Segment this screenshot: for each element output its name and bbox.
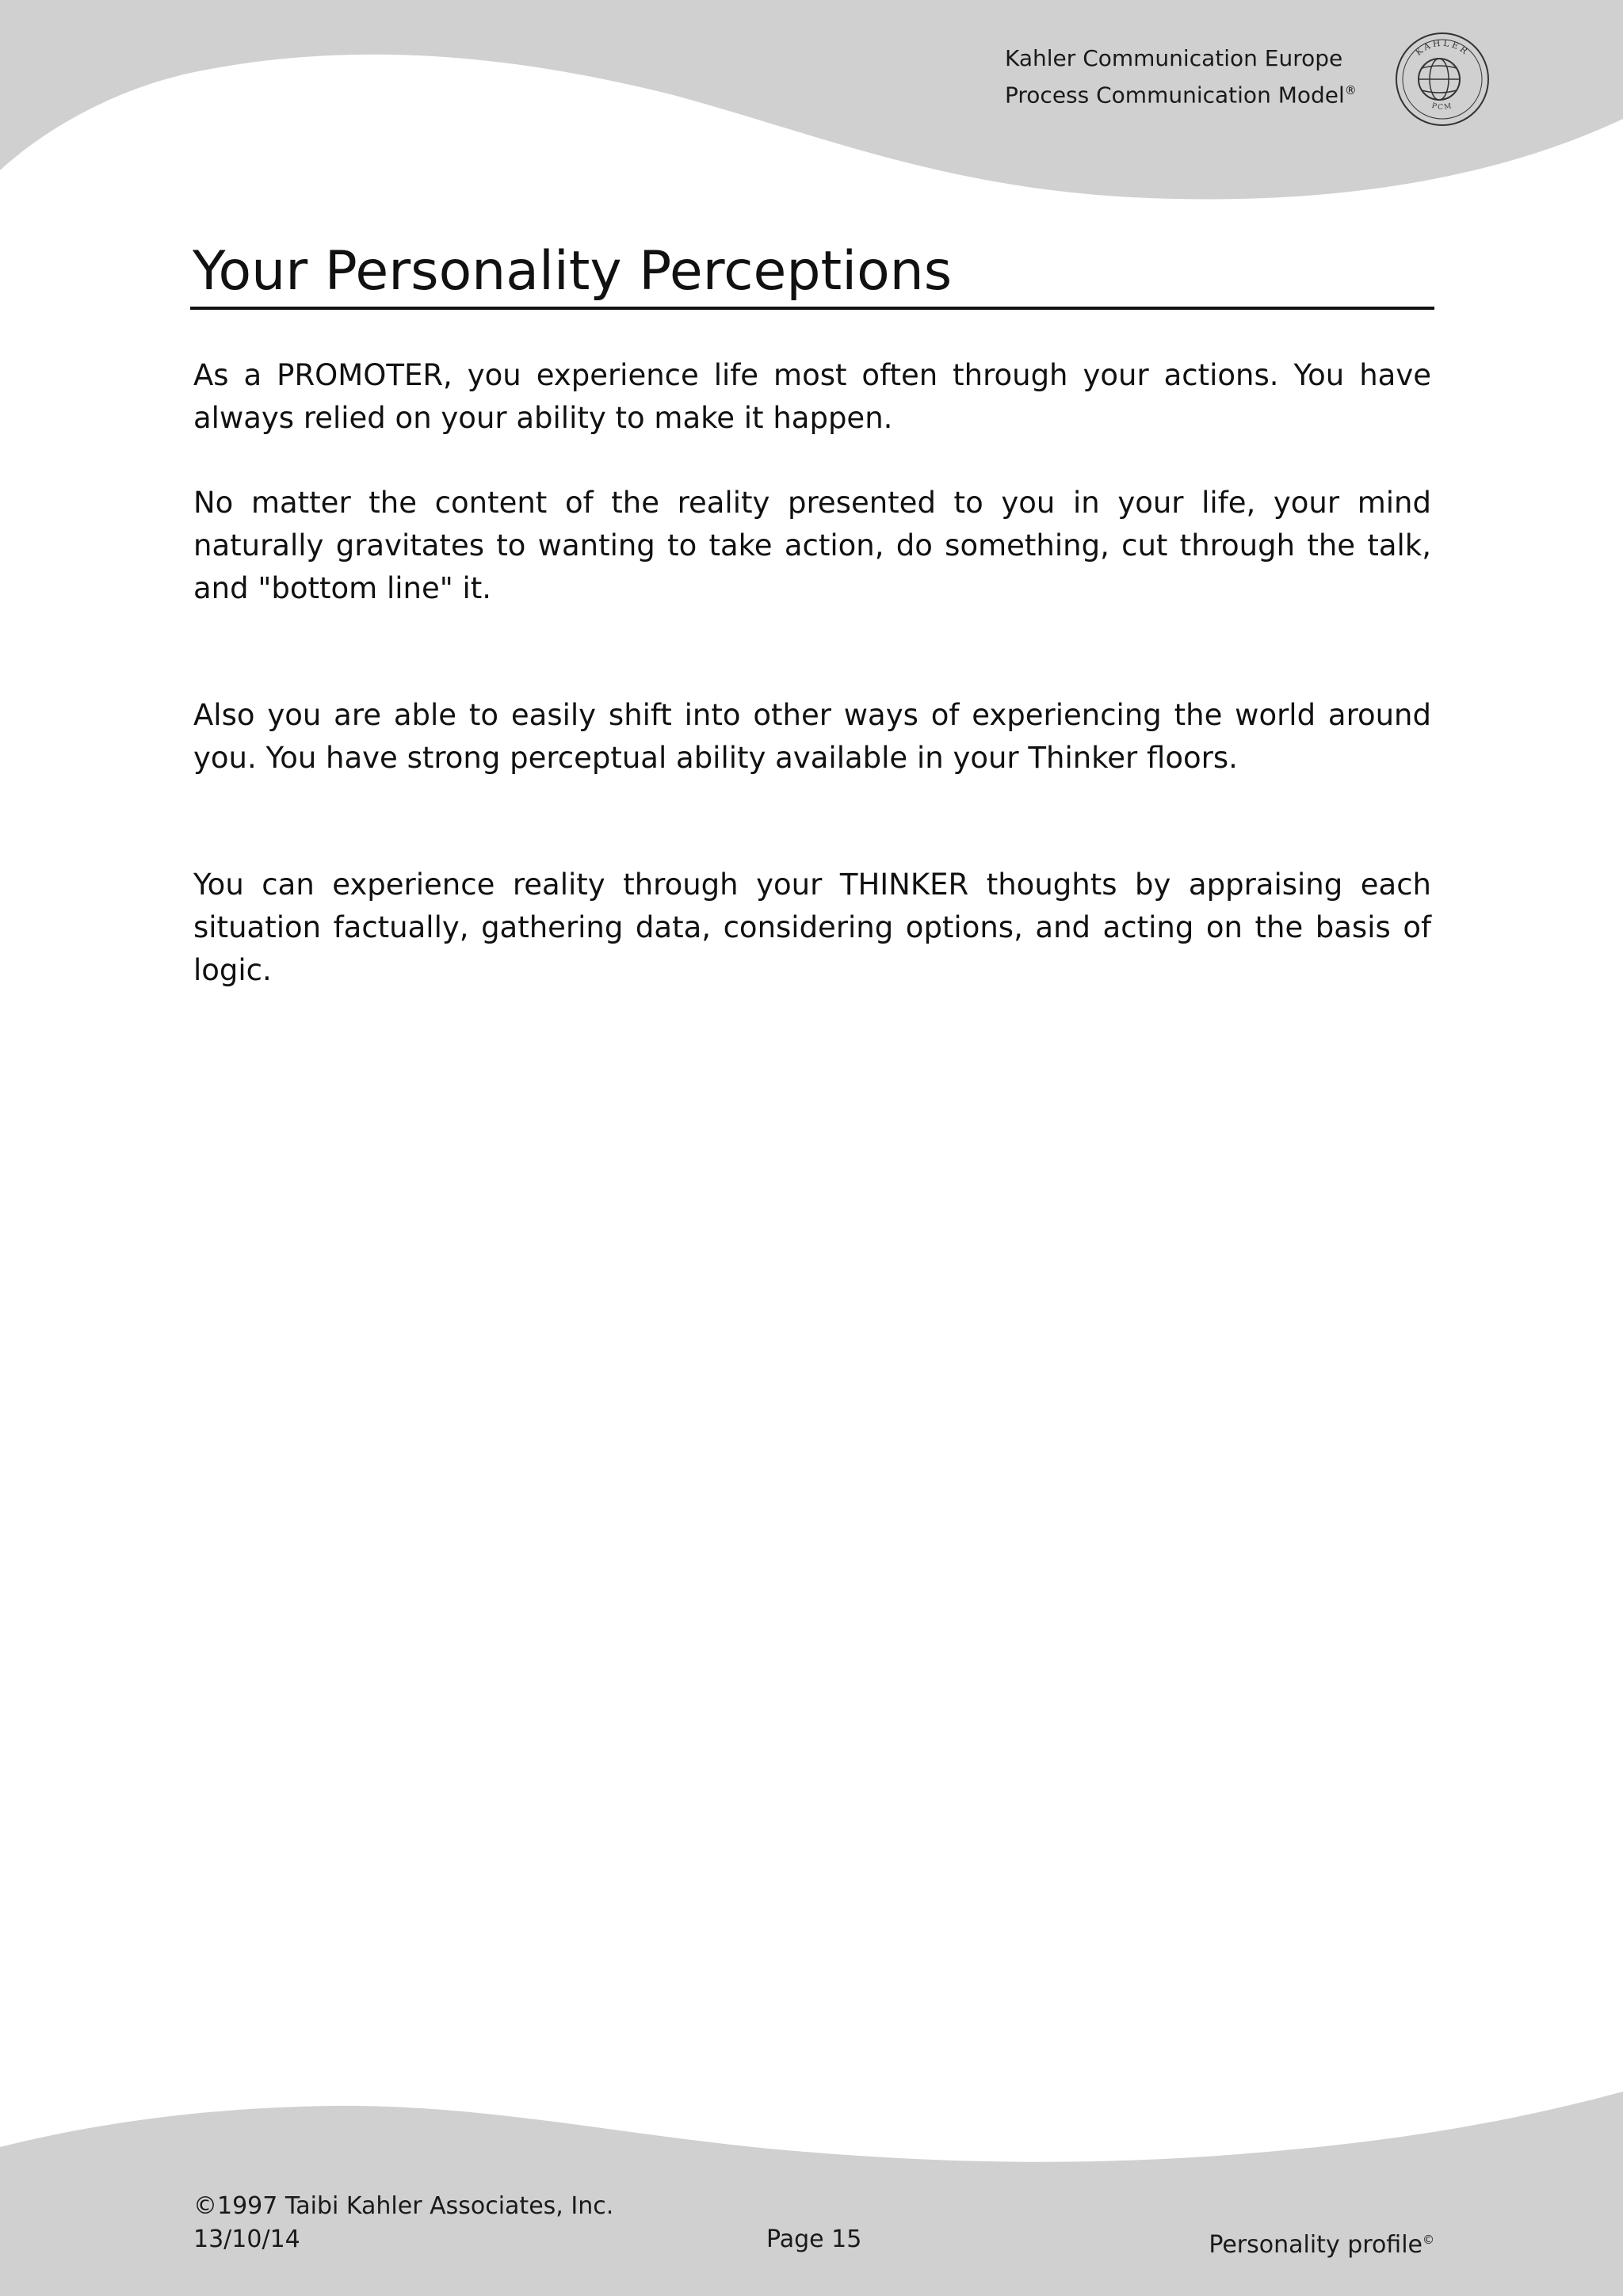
paragraph-promoter-actions: As a PROMOTER, you experience life most often through your actions. You have always relied on your ability to make it happen. bbox=[193, 358, 1431, 435]
kahler-pcm-logo bbox=[1393, 30, 1491, 128]
logo-top-text: KAHLER bbox=[1413, 37, 1472, 58]
footer-date: 13/10/14 bbox=[193, 2225, 300, 2253]
footer-copyright: ©1997 Taibi Kahler Associates, Inc. bbox=[193, 2192, 614, 2220]
svg-text:KAHLER bbox=[1413, 38, 1471, 58]
copyright-mark: © bbox=[1423, 2233, 1434, 2247]
paragraph-shift-perception: Also you are able to easily shift into other ways of experiencing the world around you. You have strong perceptual ability available in your Thinker floors. bbox=[193, 698, 1431, 775]
footer-page-number: Page 15 bbox=[766, 2225, 862, 2253]
paragraph-bottom-line: No matter the content of the reality presented to you in your life, your mind naturally gravitates to wanting to take action, do something, cut through the talk, and "bottom line" it. bbox=[193, 486, 1431, 605]
document-name-text: Personality profile bbox=[1209, 2231, 1423, 2259]
title-underline bbox=[190, 307, 1434, 310]
page-title: Your Personality Perceptions bbox=[193, 240, 953, 303]
header-text bbox=[1005, 43, 1357, 111]
model-name-text: Process Communication Model bbox=[1005, 82, 1345, 109]
model-name bbox=[1005, 74, 1357, 111]
company-name: Kahler Communication Europe bbox=[1005, 45, 1343, 71]
registered-mark: ® bbox=[1344, 83, 1357, 97]
header-wave-background bbox=[0, 0, 1623, 206]
paragraph-thinker-thoughts: You can experience reality through your THINKER thoughts by appraising each situation factually, gathering data, considering options, and acting on the basis of logic. bbox=[193, 868, 1431, 987]
globe-icon bbox=[1419, 59, 1460, 100]
footer-document-name bbox=[1209, 2224, 1434, 2261]
svg-text:PCM bbox=[1430, 102, 1453, 112]
logo-bottom-text: PCM bbox=[1430, 101, 1454, 113]
